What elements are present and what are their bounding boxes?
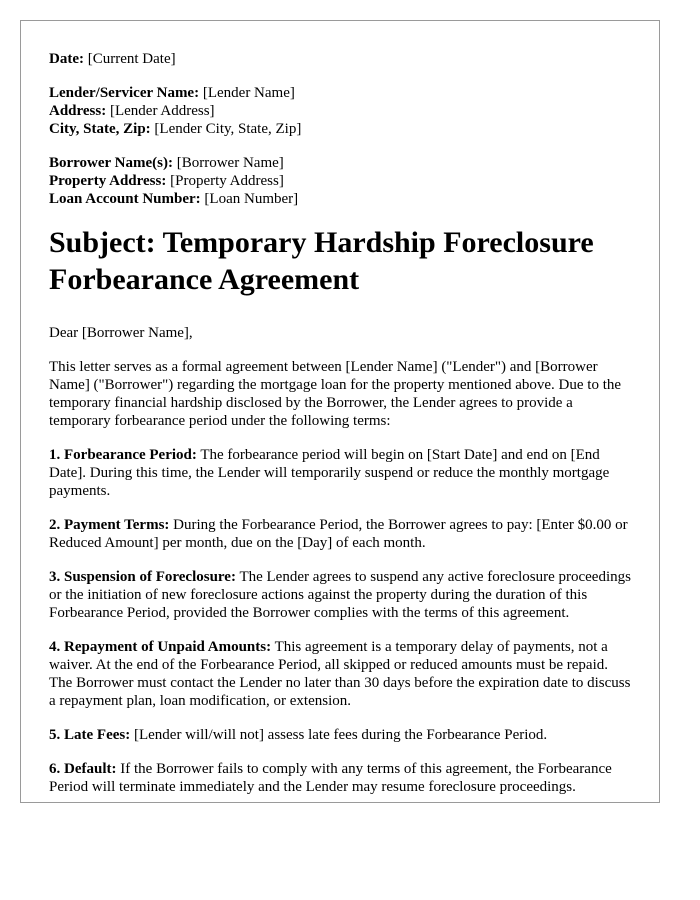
field-label: Borrower Name(s): <box>49 155 173 171</box>
field-value: [Borrower Name] <box>176 155 284 171</box>
borrower-block <box>49 154 631 208</box>
field-value: [Property Address] <box>170 173 284 189</box>
term-paragraph <box>49 568 631 622</box>
borrower-name-line <box>49 154 631 172</box>
date-value: [Current Date] <box>87 51 176 67</box>
term-text: During the Forbearance Period, the Borrower agrees to pay: [Enter $0.00 or Reduced Amount] per month, due on the [Day] of each month. <box>49 517 628 551</box>
term-title: 6. Default: <box>49 761 117 777</box>
date-block <box>49 50 631 68</box>
term-paragraph <box>49 516 631 552</box>
field-label: Property Address: <box>49 173 167 189</box>
term-paragraph <box>49 446 631 500</box>
term-title: 2. Payment Terms: <box>49 517 170 533</box>
term-title: 5. Late Fees: <box>49 727 131 743</box>
lender-city-line <box>49 120 631 138</box>
field-label: Lender/Servicer Name: <box>49 85 200 101</box>
salutation: Dear [Borrower Name], <box>49 325 193 341</box>
loan-number-line <box>49 190 631 208</box>
term-paragraph <box>49 760 631 796</box>
term-title: 4. Repayment of Unpaid Amounts: <box>49 639 272 655</box>
lender-block <box>49 84 631 138</box>
field-value: [Lender City, State, Zip] <box>154 121 302 137</box>
letter-page <box>20 20 660 803</box>
property-address-line <box>49 172 631 190</box>
term-text: [Lender will/will not] assess late fees during the Forbearance Period. <box>133 727 548 743</box>
field-label: Loan Account Number: <box>49 191 201 207</box>
field-value: [Lender Name] <box>202 85 295 101</box>
field-label: Address: <box>49 103 107 119</box>
intro-paragraph: This letter serves as a formal agreement between [Lender Name] ("Lender") and [Borrower Name] ("Borrower") regarding the mortgage loan for the property mentioned above. Due to the temporary financial hardship disclosed by the Borrower, the Lender agrees to provide a temporary forbearance period under the following terms: <box>49 359 622 429</box>
term-text: The forbearance period will begin on [Start Date] and end on [End Date]. During this time, the Lender will temporarily suspend or reduce the monthly mortgage payments. <box>49 447 610 499</box>
date-line <box>49 50 631 68</box>
lender-address-line <box>49 102 631 120</box>
term-paragraph <box>49 638 631 710</box>
field-value: [Lender Address] <box>109 103 215 119</box>
term-title: 1. Forbearance Period: <box>49 447 197 463</box>
term-text: This agreement is a temporary delay of payments, not a waiver. At the end of the Forbearance Period, all skipped or reduced amounts must be repaid. The Borrower must contact the Lender no later than 30 days before the expiration date to discuss a repayment plan, loan modification, or extension. <box>49 639 631 709</box>
lender-name-line <box>49 84 631 102</box>
term-text: The Lender agrees to suspend any active foreclosure proceedings or the initiation of new foreclosure actions against the property during the duration of this Forbearance Period, provided the Borrower complies with the terms of this agreement. <box>49 569 631 621</box>
field-value: [Loan Number] <box>204 191 299 207</box>
term-text: If the Borrower fails to comply with any terms of this agreement, the Forbearance Period will terminate immediately and the Lender may resume foreclosure proceedings. <box>49 761 612 795</box>
field-label: City, State, Zip: <box>49 121 151 137</box>
date-label: Date: <box>49 51 84 67</box>
subject-heading: Subject: Temporary Hardship Foreclosure Forbearance Agreement <box>49 226 594 296</box>
term-paragraph <box>49 726 631 744</box>
term-title: 3. Suspension of Foreclosure: <box>49 569 236 585</box>
